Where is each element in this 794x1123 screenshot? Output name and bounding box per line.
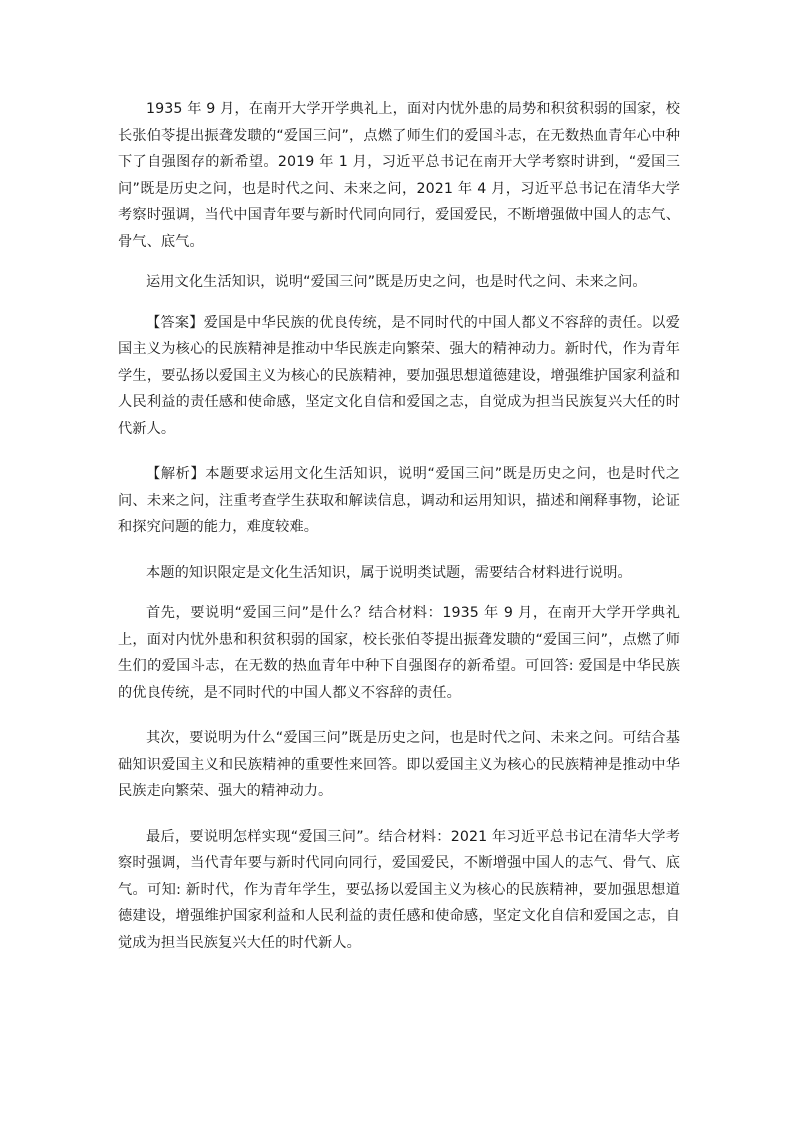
first-step-paragraph: 首先，要说明“爱国三问”是什么？结合材料：1935 年 9 月，在南开大学开学典礼上，面对内忧外患和积贫积弱的国家，校长张伯苓提出振聋发聩的“爱国三问”，点燃了师生们的爱国斗志，在无数的热血青年中种下自强图存的新希望。可回答: 爱国是中华民族的优良传统，是不同时代的中国人都义不容辞的责任。 <box>118 605 680 701</box>
document-page <box>118 96 680 956</box>
knowledge-scope-paragraph: 本题的知识限定是文化生活知识，属于说明类试题，需要结合材料进行说明。 <box>146 564 632 581</box>
answer-paragraph: 【答案】爱国是中华民族的优良传统，是不同时代的中国人都义不容辞的责任。以爱国主义为核心的民族精神是推动中华民族走向繁荣、强大的精神动力。新时代，作为青年学生，要弘扬以爱国主义为核心的民族精神，要加强思想道德建设，增强维护国家利益和人民利益的责任感和使命感，坚定文化自信和爱国之志，自觉成为担当民族复兴大任的时代新人。 <box>118 314 680 437</box>
material-paragraph: 1935 年 9 月，在南开大学开学典礼上，面对内忧外患的局势和积贫积弱的国家，校长张伯苓提出振聋发聩的“爱国三问”，点燃了师生们的爱国斗志，在无数热血青年心中种下了自强图存的新希望。2019 年 1 月，习近平总书记在南开大学考察时讲到，“爱国三问”既是历史之问，也是时代之问、未来之问，2021 年 4 月，习近平总书记在清华大学考察时强调，当代中国青年要与新时代同向同行，爱国爱民，不断增强做中国人的志气、骨气、底气。 <box>118 101 680 250</box>
second-step-paragraph: 其次，要说明为什么“爱国三问”既是历史之问，也是时代之问、未来之问。可结合基础知识爱国主义和民族精神的重要性来回答。即以爱国主义为核心的民族精神是推动中华民族走向繁荣、强大的精神动力。 <box>118 730 680 799</box>
analysis-paragraph: 【解析】本题要求运用文化生活知识，说明“爱国三问”既是历史之问，也是时代之问、未来之问，注重考查学生获取和解读信息，调动和运用知识，描述和阐释事物，论证和探究问题的能力，难度较难。 <box>118 466 680 535</box>
third-step-paragraph: 最后，要说明怎样实现“爱国三问”。结合材料：2021 年习近平总书记在清华大学考察时强调，当代青年要与新时代同向同行，爱国爱民，不断增强中国人的志气、骨气、底气。可知: 新时代，作为青年学生，要弘扬以爱国主义为核心的民族精神，要加强思想道德建设，增强维护国家利益和人民利益的责任感和使命感，坚定文化自信和爱国之志，自觉成为担当民族复兴大任的时代新人。 <box>118 828 680 951</box>
question-paragraph: 运用文化生活知识，说明“爱国三问”既是历史之问，也是时代之问、未来之问。 <box>146 274 647 290</box>
